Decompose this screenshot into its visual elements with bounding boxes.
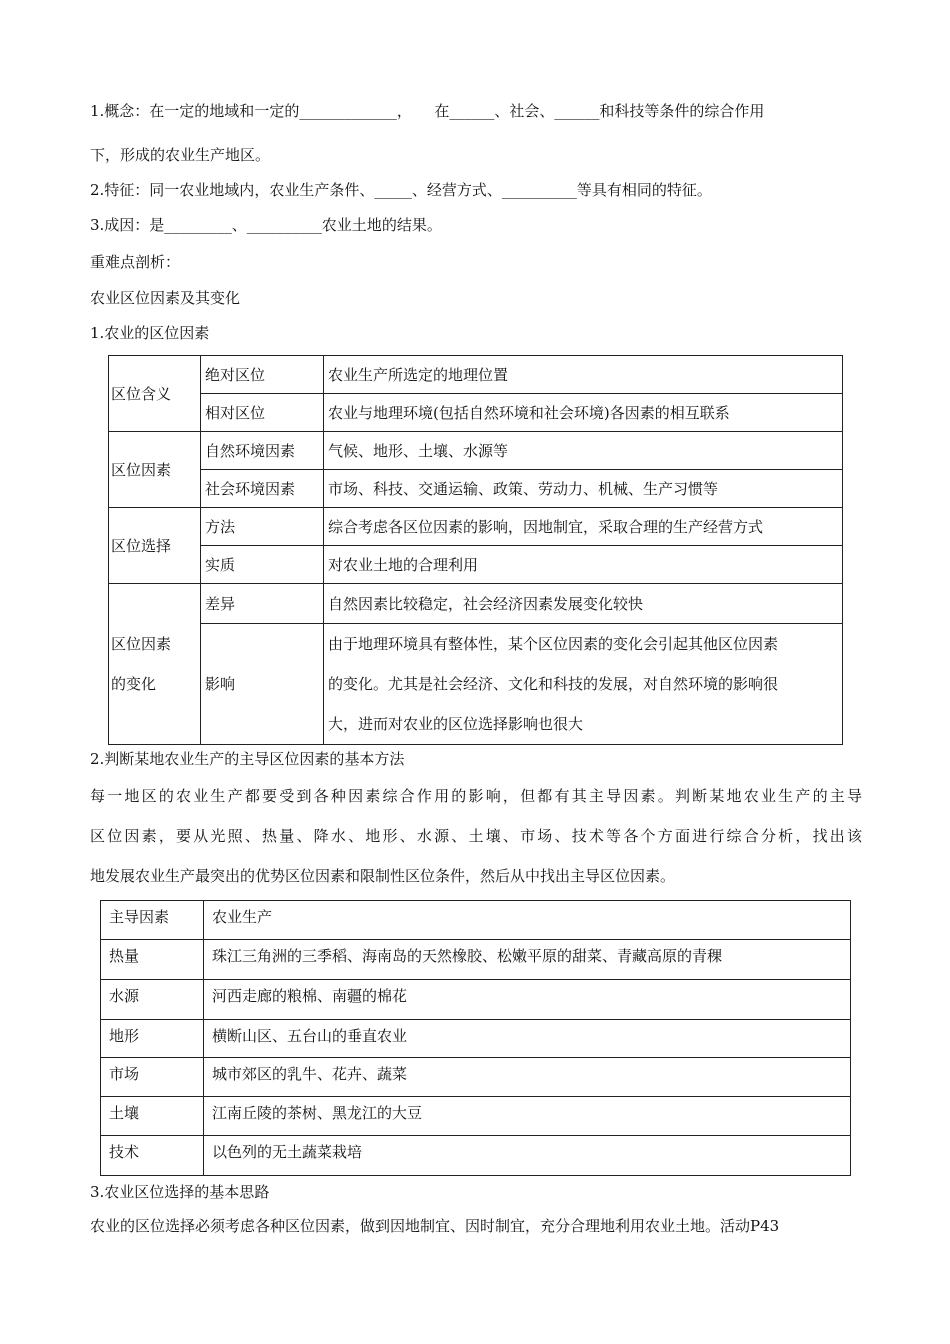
row-label: 社会环境因素	[201, 470, 324, 508]
row-content: 农业生产所选定的地理位置	[324, 356, 843, 394]
content-line: 大，进而对农业的区位选择影响也很大	[328, 715, 584, 733]
row-label: 相对区位	[201, 394, 324, 432]
example-cell: 城市郊区的乳牛、花卉、蔬菜	[204, 1058, 851, 1097]
row-content: 市场、科技、交通运输、政策、劳动力、机械、生产习惯等	[324, 470, 843, 508]
factor-cell: 地形	[101, 1020, 204, 1058]
table-row	[101, 1058, 851, 1097]
example-cell: 河西走廊的粮棉、南疆的棉花	[204, 980, 851, 1020]
table-row	[101, 980, 851, 1020]
analysis-heading: 重难点剖析：	[90, 253, 181, 271]
factor-cell: 热量	[101, 940, 204, 980]
row-label: 实质	[201, 546, 324, 584]
row-content: 农业与地理环境(包括自然环境和社会环境)各因素的相互联系	[324, 394, 843, 432]
content-line: 由于地理环境具有整体性，某个区位因素的变化会引起其他区位因素	[328, 635, 779, 653]
table-header-cell: 主导因素	[101, 901, 204, 940]
row-content	[324, 624, 843, 745]
group-head: 区位因素	[109, 432, 201, 508]
row-label: 自然环境因素	[201, 432, 324, 470]
group-head: 区位含义	[109, 356, 201, 432]
factor-cell: 市场	[101, 1058, 204, 1097]
group-head: 区位选择	[109, 508, 201, 584]
section-3-para-line: 农业的区位选择必须考虑各种区位因素，做到因地制宜、因时制宜，充分合理地利用农业土地。活动P43	[90, 1217, 780, 1235]
row-label: 影响	[201, 624, 324, 745]
table-row	[101, 1020, 851, 1058]
section-1-heading: 1.农业的区位因素	[90, 324, 210, 342]
section-3-heading: 3.农业区位选择的基本思路	[90, 1183, 270, 1201]
row-label: 差异	[201, 584, 324, 624]
concept-line-1: 1.概念：在一定的地域和一定的_____________， 在______、社会、______和科技等条件的综合作用	[90, 102, 765, 120]
row-label: 绝对区位	[201, 356, 324, 394]
table-row	[101, 1097, 851, 1136]
group-head	[109, 584, 201, 745]
group-head-line-1: 区位因素	[111, 635, 172, 653]
row-content: 自然因素比较稳定，社会经济因素发展变化较快	[324, 584, 843, 624]
cause-line: 3.成因：是_________、__________农业土地的结果。	[90, 216, 442, 234]
factor-cell: 技术	[101, 1136, 204, 1176]
example-cell: 珠江三角洲的三季稻、海南岛的天然橡胶、松嫩平原的甜菜、青藏高原的青稞	[204, 940, 851, 980]
section-2-heading: 2.判断某地农业生产的主导区位因素的基本方法	[90, 750, 405, 768]
row-content: 对农业土地的合理利用	[324, 546, 843, 584]
content-line: 的变化。尤其是社会经济、文化和科技的发展，对自然环境的影响很	[328, 675, 779, 693]
row-content: 气候、地形、土壤、水源等	[324, 432, 843, 470]
example-cell: 以色列的无土蔬菜栽培	[204, 1136, 851, 1176]
concept-line-2: 下，形成的农业生产地区。	[90, 146, 271, 164]
table-row	[101, 940, 851, 980]
group-head-line-2: 的变化	[111, 675, 157, 693]
row-content: 综合考虑各区位因素的影响，因地制宜，采取合理的生产经营方式	[324, 508, 843, 546]
factor-cell: 土壤	[101, 1097, 204, 1136]
table-header-cell: 农业生产	[204, 901, 851, 940]
table-row	[101, 1136, 851, 1176]
example-cell: 江南丘陵的茶树、黑龙江的大豆	[204, 1097, 851, 1136]
section-title: 农业区位因素及其变化	[90, 289, 241, 307]
feature-line: 2.特征：同一农业地域内，农业生产条件、_____、经营方式、__________等具有相同的特征。	[90, 181, 712, 199]
section-2-para-line: 每一地区的农业生产都要受到各种因素综合作用的影响，但都有其主导因素。判断某地农业生产的主导	[90, 787, 862, 805]
example-cell: 横断山区、五台山的垂直农业	[204, 1020, 851, 1058]
section-2-para-line: 区位因素，要从光照、热量、降水、地形、水源、土壤、市场、技术等各个方面进行综合分析，找出该	[90, 827, 862, 845]
factor-cell: 水源	[101, 980, 204, 1020]
row-label: 方法	[201, 508, 324, 546]
section-2-para-line: 地发展农业生产最突出的优势区位因素和限制性区位条件，然后从中找出主导区位因素。	[90, 867, 676, 885]
location-factors-table	[108, 355, 843, 745]
dominant-factors-table	[100, 900, 851, 1176]
